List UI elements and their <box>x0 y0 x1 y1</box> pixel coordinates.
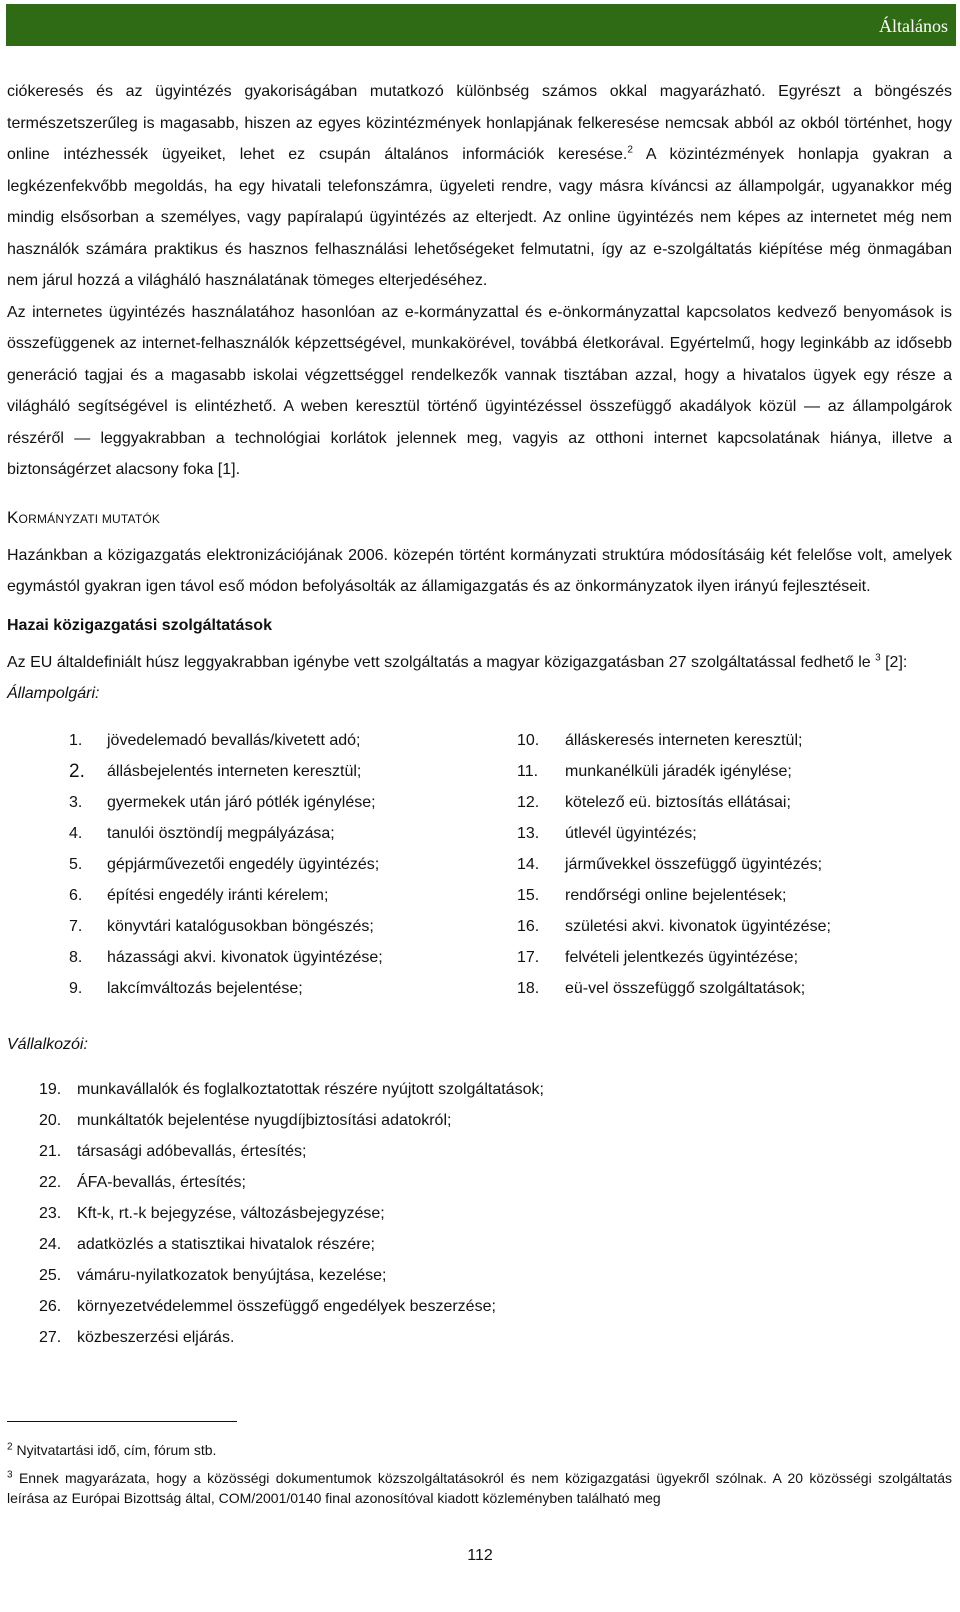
list-item: 22. ÁFA-bevallás, értesítés; <box>39 1174 246 1191</box>
citizen-services-list <box>7 725 952 1025</box>
list-item: 21. társasági adóbevallás, értesítés; <box>39 1143 307 1160</box>
business-label: Vállalkozói: <box>7 1036 88 1053</box>
paragraph-2: Az internetes ügyintézés használatához hasonlóan az e-kormányzattal és e-önkormányzattal kapcsolatos kedvező benyomások is összefüggenek az internet-felhasználók képzettségével, munkakörével, továbbá életkorával. Egyértelmű, hogy leginkább az idősebb generáció tagjai és a magasabb iskolai végzettséggel rendelkezők vannak tisztában azzal, hogy a hivatalos ügyek egy része a világháló segítségével is elintézhető. A weben keresztül történő ügyintézéssel összefüggő akadályok közül — az állampolgárok részéről — leggyakrabban a technológiai korlátok jelennek meg, vagyis az otthoni internet kapcsolatának hiánya, illetve a biztonságérzet alacsony foka [1]. <box>7 303 952 478</box>
list-item: 12. kötelező eü. biztosítás ellátásai; <box>517 794 791 811</box>
list-item: 15. rendőrségi online bejelentések; <box>517 887 787 904</box>
list-item: 7. könyvtári katalógusokban böngészés; <box>69 918 374 935</box>
list-item: 25. vámáru-nyilatkozatok benyújtása, kezelése; <box>39 1267 387 1284</box>
list-item: 26. környezetvédelemmel összefüggő engedélyek beszerzése; <box>39 1298 496 1315</box>
list-item: 3. gyermekek után járó pótlék igénylése; <box>69 794 376 811</box>
list-item: 20. munkáltatók bejelentése nyugdíjbiztosítási adatokról; <box>39 1112 452 1129</box>
footnote-divider <box>7 1421 237 1422</box>
subheading: Hazai közigazgatási szolgáltatások <box>7 616 272 634</box>
list-item: 14. járművekkel összefüggő ügyintézés; <box>517 856 823 873</box>
section-heading-initial: K <box>7 507 19 527</box>
list-item: 17. felvételi jelentkezés ügyintézése; <box>517 949 799 966</box>
list-item: 4. tanulói ösztöndíj megpályázása; <box>69 825 335 842</box>
footnote-ref-3: 3 <box>875 652 881 664</box>
citizen-list-left <box>69 725 383 1004</box>
list-item: 9. lakcímváltozás bejelentése; <box>69 980 303 997</box>
list-item: 16. születési akvi. kivonatok ügyintézése; <box>517 918 831 935</box>
footnote-2: $^2$ Nyitvatartási idő, cím, fórum stb. <box>7 1441 217 1458</box>
list-item: 13. útlevél ügyintézés; <box>517 825 697 842</box>
paragraph-4-text: Az EU általdefiniált húsz leggyakrabban igénybe vett szolgáltatás a magyar közigazgatásban 27 szolgáltatással fedhető le <box>7 653 876 671</box>
paragraph-4-continued: [2]: <box>880 653 908 671</box>
section-heading-rest: ORMÁNYZATI MUTATÓK <box>18 511 161 526</box>
section-heading <box>7 508 952 528</box>
list-item: 11. munkanélküli járadék igénylése; <box>517 763 792 780</box>
paragraph-1-continued: A közintézmények honlapja gyakran a legkézenfekvőbb megoldás, ha egy hivatali telefonszámra, ügyeleti rendre, vagy másra kíváncsi az állampolgár, ugyanakkor még mindig elsősorban a személyes, vagy papíralapú ügyintézés az elterjedt. Az online ügyintézés nem képes az internetet még nem használók számára praktikus és hasznos felhasználási lehetőségeket felmutatni, így az e-szolgáltatás kiépítése még önmagában nem járul hozzá a világháló használatának tömeges elterjedéséhez. <box>7 146 953 289</box>
header-bar <box>6 4 956 46</box>
header-title: Általános <box>879 16 948 36</box>
list-item: 1. jövedelemadó bevallás/kivetett adó; <box>69 732 361 749</box>
list-item: 27. közbeszerzési eljárás. <box>39 1329 235 1346</box>
paragraph-1-text: ciókeresés és az ügyintézés gyakoriságában mutatkozó különbség számos okkal magyarázható. Egyrészt a böngészés természetszerűleg is magasabb, hiszen az egyes közintézmények honlapjának felkeresése nemcsak abból az okból történhet, hogy online intézhessék ügyeiket, lehet ez csupán általános információk keresése. <box>7 83 952 163</box>
footnote-ref-2: 2 <box>627 144 633 156</box>
list-item: 5. gépjárművezetői engedély ügyintézés; <box>69 856 380 873</box>
list-item: 19. munkavállalók és foglalkoztatottak részére nyújtott szolgáltatások; <box>39 1081 544 1098</box>
paragraph-1 <box>7 76 952 297</box>
footnote-3: $^3$ Ennek magyarázata, hogy a közösségi dokumentumok közszolgáltatásokról és nem közigazgatási ügyekről szólnak. A 20 közösségi szolgáltatás leírása az Európai Bizottság által, COM/2001/0140 final azonosítóval kiadott közleményben található meg <box>7 1469 952 1506</box>
list-item: 23. Kft-k, rt.-k bejegyzése, változásbejegyzése; <box>39 1205 385 1222</box>
page-content <box>7 76 952 1353</box>
business-services-list <box>39 1074 952 1353</box>
list-item: 2. állásbejelentés interneten keresztül; <box>69 761 362 782</box>
page-number: 112 <box>467 1547 493 1564</box>
paragraph-3: Hazánkban a közigazgatás elektronizációjának 2006. közepén történt kormányzati struktúra módosításáig két felelőse volt, amelyek egymástól gyakran igen távol eső módon befolyásolták az államigazgatás és az önkormányzatok ilyen irányú fejlesztéseit. <box>7 546 952 595</box>
footnotes <box>7 1440 952 1516</box>
list-item: 18. eü-vel összefüggő szolgáltatások; <box>517 980 806 997</box>
citizen-list-right <box>517 725 831 1004</box>
citizen-label: Állampolgári: <box>7 685 100 702</box>
list-item: 24. adatközlés a statisztikai hivatalok részére; <box>39 1236 375 1253</box>
list-item: 8. házassági akvi. kivonatok ügyintézése; <box>69 949 383 966</box>
paragraph-4 <box>7 647 952 679</box>
list-item: 10. álláskeresés interneten keresztül; <box>517 732 803 749</box>
list-item: 6. építési engedély iránti kérelem; <box>69 887 329 904</box>
